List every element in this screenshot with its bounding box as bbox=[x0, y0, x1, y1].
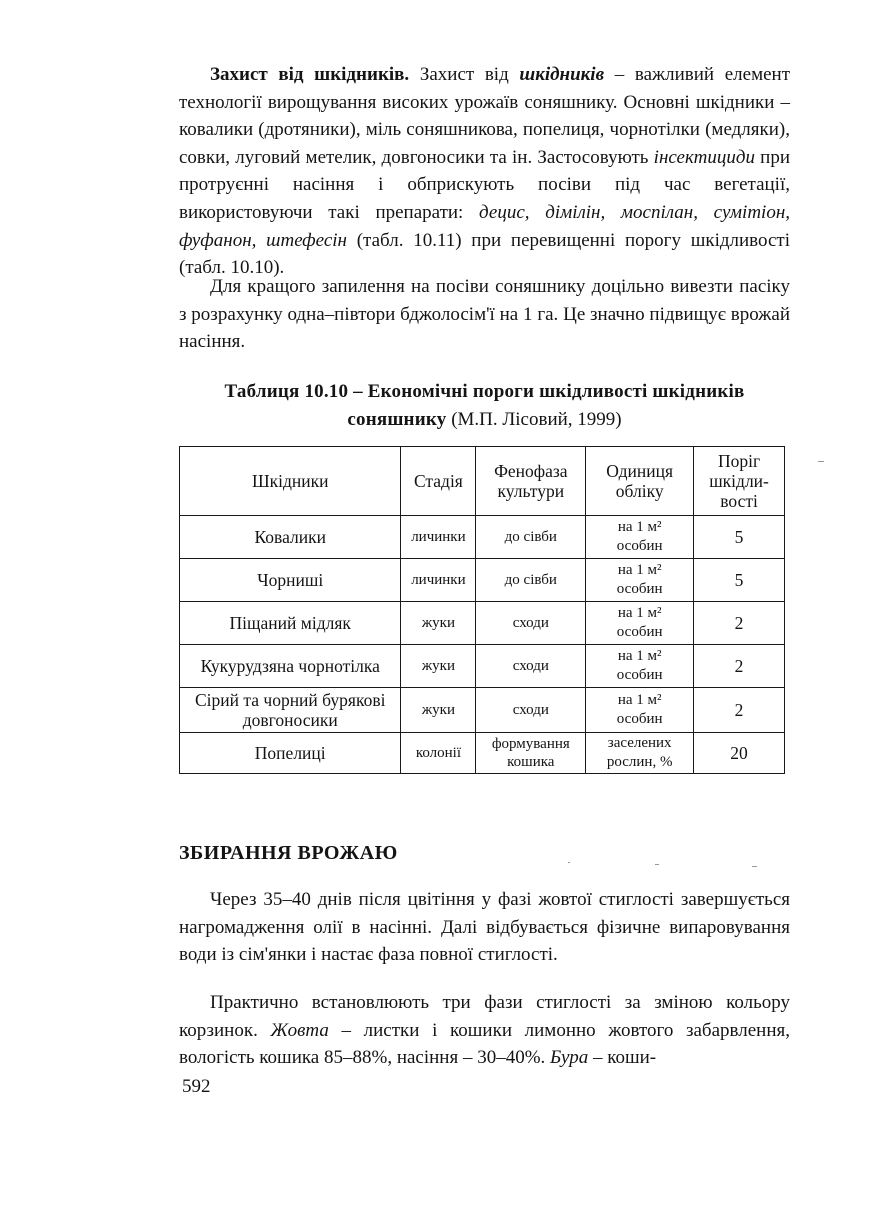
header-pests: Шкідники bbox=[180, 447, 401, 516]
cell-phase: сходи bbox=[476, 688, 586, 733]
cell-phase: до сівби bbox=[476, 516, 586, 559]
cell-unit bbox=[586, 688, 694, 733]
emphasis-preparations: децис, дімілін, моспілан, сумітіон, фуфанон, штефесін bbox=[179, 201, 790, 251]
text-run: при протруєнні насіння і обприскують посіви під час вегетації, використовуючи такі препарати: bbox=[179, 146, 790, 223]
cell-unit bbox=[586, 602, 694, 645]
unit-top: на 1 м² bbox=[617, 605, 662, 621]
cell-stage: личинки bbox=[401, 559, 476, 602]
section-title-harvest: ЗБИРАННЯ ВРОЖАЮ bbox=[179, 842, 398, 864]
header-stage: Стадія bbox=[401, 447, 476, 516]
table-row bbox=[180, 559, 785, 602]
cell-pest: Ковалики bbox=[180, 516, 401, 559]
paragraph-ripening: Через 35–40 днів після цвітіння у фазі жовтої стиглості завершується нагромадження олії в насінні. Далі відбувається фізичне випаровування води із сім'янки і настає фаза повної стиглості. bbox=[179, 889, 790, 966]
unit-bottom: особин bbox=[616, 624, 663, 640]
table-header-row bbox=[180, 447, 785, 516]
cell-unit bbox=[586, 559, 694, 602]
table-caption-source: (М.П. Лісовий, 1999) bbox=[446, 409, 622, 430]
paragraph-pollination: Для кращого запилення на посіви соняшнику доцільно вивезти пасіку з розрахунку одна–півтори бджолосім'ї на 1 га. Це значно підвищує врожай насіння. bbox=[179, 276, 790, 353]
table-row bbox=[180, 733, 785, 774]
header-unit: Одиниця обліку bbox=[586, 447, 694, 516]
pest-protection-heading: Захист від шкідників. bbox=[210, 64, 410, 85]
cell-threshold: 20 bbox=[694, 733, 785, 774]
emphasis-pests: шкідників bbox=[519, 64, 605, 85]
unit-top: заселених bbox=[607, 735, 672, 751]
cell-stage: личинки bbox=[401, 516, 476, 559]
cell-pest: Сірий та чорний бурякові довгоносики bbox=[180, 688, 401, 733]
table-row bbox=[180, 516, 785, 559]
pest-threshold-table bbox=[179, 446, 785, 774]
emphasis-yellow: Жовта bbox=[270, 1019, 329, 1041]
header-phenophase: Фенофаза культури bbox=[476, 447, 586, 516]
cell-stage: жуки bbox=[401, 645, 476, 688]
table-caption bbox=[179, 378, 790, 434]
cell-unit bbox=[586, 645, 694, 688]
unit-bottom: особин bbox=[616, 711, 663, 727]
cell-threshold: 5 bbox=[694, 516, 785, 559]
cell-stage: жуки bbox=[401, 688, 476, 733]
cell-phase: до сівби bbox=[476, 559, 586, 602]
cell-unit bbox=[586, 516, 694, 559]
cell-pest: Піщаний мідляк bbox=[180, 602, 401, 645]
table-row bbox=[180, 645, 785, 688]
unit-bottom: особин bbox=[616, 667, 663, 683]
unit-bottom: особин bbox=[616, 581, 663, 597]
unit-bottom: особин bbox=[616, 538, 663, 554]
paragraph-pest-protection bbox=[179, 61, 790, 282]
cell-unit bbox=[586, 733, 694, 774]
cell-phase: сходи bbox=[476, 645, 586, 688]
cell-threshold: 2 bbox=[694, 688, 785, 733]
table-caption-title: Таблиця 10.10 – Економічні пороги шкідливості шкідників соняшнику bbox=[224, 381, 745, 430]
paragraph-ripeness-phases bbox=[179, 989, 790, 1072]
emphasis-insecticides: інсектициди bbox=[653, 146, 755, 168]
text-run: – листки і кошики лимонно жовтого забарвлення, вологість кошика 85–88%, насіння – 30–40%. bbox=[179, 1019, 790, 1069]
cell-threshold: 5 bbox=[694, 559, 785, 602]
cell-stage: жуки bbox=[401, 602, 476, 645]
cell-phase: формування кошика bbox=[476, 733, 586, 774]
text-run: – важливий елемент технології вирощування високих урожаїв соняшнику. Основні шкідники – ковалики (дротяники), міль соняшникова, попелиця, чорнотілки (медляки), совки, луговий метелик, довгоносики та ін. Застосовують bbox=[179, 64, 791, 168]
cell-threshold: 2 bbox=[694, 645, 785, 688]
cell-threshold: 2 bbox=[694, 602, 785, 645]
table-row bbox=[180, 602, 785, 645]
cell-pest: Попелиці bbox=[180, 733, 401, 774]
unit-top: на 1 м² bbox=[617, 692, 662, 708]
header-threshold: Поріг шкідли- вості bbox=[694, 447, 785, 516]
cell-stage: колонії bbox=[401, 733, 476, 774]
cell-phase: сходи bbox=[476, 602, 586, 645]
page-number: 592 bbox=[182, 1076, 211, 1097]
unit-top: на 1 м² bbox=[617, 562, 662, 578]
unit-top: на 1 м² bbox=[617, 648, 662, 664]
unit-top: на 1 м² bbox=[617, 519, 662, 535]
emphasis-brown: Бура bbox=[550, 1047, 589, 1069]
scan-speck bbox=[568, 862, 570, 863]
text-run: Практично встановлюють три фази стиглості за зміною кольору корзинок. bbox=[179, 992, 790, 1041]
unit-bottom: рослин, % bbox=[606, 754, 673, 770]
text-run: (табл. 10.11) при перевищенні порогу шкідливості (табл. 10.10). bbox=[179, 229, 790, 279]
cell-pest: Чорниші bbox=[180, 559, 401, 602]
text-run: – коши- bbox=[588, 1047, 657, 1069]
scan-speck bbox=[818, 461, 824, 462]
text-run: Захист від bbox=[409, 64, 520, 85]
scan-speck bbox=[752, 866, 757, 867]
cell-pest: Кукурудзяна чорнотілка bbox=[180, 645, 401, 688]
scan-speck bbox=[655, 864, 659, 865]
table-row bbox=[180, 688, 785, 733]
